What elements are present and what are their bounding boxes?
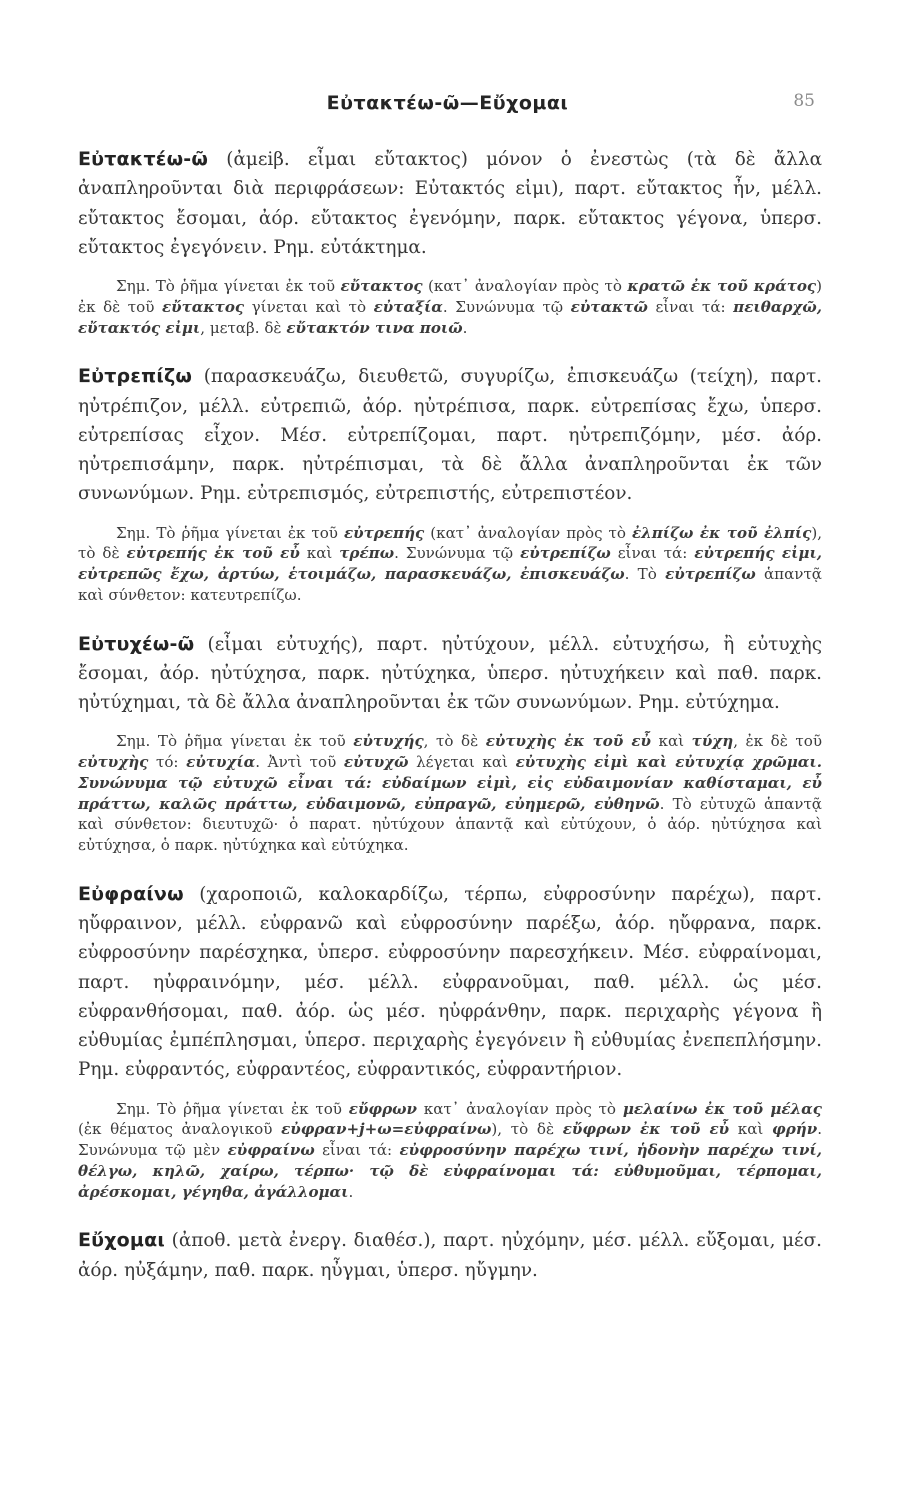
note-term: ἐλπίζω ἐκ τοῦ ἐλπίς <box>632 523 812 542</box>
note-text: . Συνώνυμα τῷ <box>394 544 521 563</box>
note-text: . Συνώνυμα τῷ μὲν <box>78 1120 822 1160</box>
note-text: . Τὸ <box>624 565 666 584</box>
headword: Εὐτυχέω-ῶ <box>78 632 195 655</box>
note-text: καὶ <box>729 1120 773 1139</box>
entry-body: (παρασκευάζω, διευθετῶ, συγυρίζω, ἐπισκευάζω (τείχη), παρτ. ηὐτρέπιζον, μέλλ. εὐτρεπιῶ, ἀόρ. ηὐτρέπισα, παρκ. εὐτρεπίσας ἔχω, ὑπερσ. εὐτρεπίσας εἶχον. Μέσ. εὐτρεπίζομαι, παρτ. ηὐτρεπιζόμην, μέσ. ἀόρ. ηὐτρεπισάμην, παρκ. ηὐτρέπισμαι, τὰ δὲ ἄλλα ἀναπληροῦνται ἐκ τῶν συνωνύμων. Ρημ. εὐτρεπισμός, εὐτρεπιστής, εὐτρεπιστέον. <box>78 366 822 505</box>
note-end: . Τὸ εὐτυχῶ ἁπαντᾷ καὶ σύνθετον: διευτυχῶ· ὁ παρατ. ηὐτύχουν ἁπαντᾷ καὶ εὐτύχουν, ὁ ἀόρ. ηὐτύχησα καὶ εὐτύχησα, ὁ παρκ. ηὐτύχηκα καὶ εὐτύχηκα. <box>78 794 822 854</box>
running-head: Εὐτακτέω-ῶ—Εὔχομαι <box>326 92 569 114</box>
headword: Εὐτακτέω-ῶ <box>78 148 209 170</box>
note-end: ἁπαντᾷ καὶ σύνθετον: κατευτρεπίζω. <box>78 565 822 604</box>
entry-body: (χαροποιῶ, καλοκαρδίζω, τέρπω, εὐφροσύνην παρέχω), παρτ. ηὔφραινον, μέλλ. εὐφρανῶ καὶ εὐφροσύνην παρέξω, ἀόρ. ηὔφρανα, παρκ. εὐφροσύνην παρέσχηκα, ὑπερσ. εὐφροσύνην παρεσχήκειν. Μέσ. εὐφραίνομαι, παρτ. ηὐφραινόμην, μέσ. μέλλ. εὐφρανοῦμαι, παθ. μέλλ. ὡς μέσ. εὐφρανθήσομαι, παθ. ἀόρ. ὡς μέσ. ηὐφράνθην, παρκ. περιχαρὴς γέγονα ἢ εὐθυμίας ἐμπέπλησμαι, ὑπερσ. περιχαρὴς ἐγεγόνειν ἢ εὐθυμίας ἐνεπεπλήσμην. Ρημ. εὐφραντός, εὐφραντέος, εὐφραντικός, εὐφραντήριον. <box>78 883 822 1081</box>
note-term: εὐφραν+j+ω=εὐφραίνω <box>281 1120 492 1139</box>
note-term: εὐτακτῶ <box>570 297 648 316</box>
note-text: εἶναι τά: <box>647 297 734 316</box>
note-term: εὐτυχία <box>186 753 256 772</box>
note-text: , τὸ δὲ <box>423 732 486 751</box>
note-text: κατ᾿ ἀναλογίαν πρὸς τὸ <box>416 1099 623 1118</box>
note-term: εὐτυχής <box>353 732 424 751</box>
note-text: ) ἐκ δὲ τοῦ <box>78 277 822 316</box>
entry-eutycheo <box>78 630 822 856</box>
note-term: εὐτυχὴς ἐκ τοῦ εὖ <box>485 732 651 751</box>
note-text: (ἐκ θέματος ἀναλογικοῦ <box>78 1120 282 1139</box>
note-term: εὐτρεπής ἐκ τοῦ εὖ <box>126 544 300 563</box>
note-text: καὶ <box>299 544 340 563</box>
note-text: , ἐκ δὲ τοῦ <box>733 732 823 751</box>
usage-note <box>78 731 822 855</box>
headword: Εὐτρεπίζω <box>78 365 193 388</box>
note-intro: Σημ. Τὸ ῥῆμα γίνεται ἐκ τοῦ <box>116 1099 349 1118</box>
note-term: εὐτρεπίζω <box>520 544 611 563</box>
entry-body: (ἀμεiβ. εἶμαι εὔτακτος) μόνον ὁ ἐνεστὼς (τὰ δὲ ἄλλα ἀναπληροῦνται διὰ περιφράσεων: Εὐτακτός εἰμι), παρτ. εὔτακτος ἦν, μέλλ. εὔτακτος ἔσομαι, ἀόρ. εὔτακτος ἐγενόμην, παρκ. εὔτακτος γέγονα, ὑπερσ. εὔτακτος ἐγεγόνειν. Ρημ. εὐτάκτημα. <box>78 149 822 258</box>
entry-main-text <box>78 145 822 262</box>
note-text: τό: <box>148 753 187 772</box>
note-text: ), τὸ δὲ <box>491 1120 563 1139</box>
note-text: . Συνώνυμα τῷ <box>442 297 571 316</box>
entry-eutrepizo <box>78 362 822 605</box>
headword: Εὔχομαι <box>78 1229 165 1252</box>
note-term: εὐφροσύνην παρέχω τινί, ἡδονὴν παρέχω τινί, θέλγω, κηλῶ, χαίρω, τέρπω· τῷ δὲ εὐφραίνομαι τά: εὐθυμοῦμαι, τέρπομαι, ἀρέσκομαι, γέγηθα, ἀγάλλομαι <box>78 1141 822 1201</box>
note-term: τρέπω <box>339 544 395 563</box>
entry-eutakteo <box>78 145 822 338</box>
note-term: εὔτακτος <box>161 297 245 316</box>
note-term: τύχη <box>691 732 734 751</box>
entry-main-text <box>78 1226 822 1285</box>
usage-note <box>78 523 822 606</box>
note-term: εὐταξία <box>373 297 443 316</box>
page-number: 85 <box>793 91 815 111</box>
note-term: εὐτρεπής <box>344 523 425 542</box>
note-text: , μεταβ. δὲ <box>200 318 287 337</box>
note-term: κρατῶ ἐκ τοῦ κράτος <box>627 277 817 296</box>
note-term: εὐτρεπής εἰμι, εὐτρεπῶς ἔχω, ἀρτύω, ἑτοιμάζω, παρασκευάζω, ἐπισκευάζω <box>78 544 823 584</box>
usage-note <box>78 1099 822 1203</box>
note-term: εὔτακτος <box>340 277 423 296</box>
entry-body: (ἀποθ. μετὰ ἐνεργ. διαθέσ.), παρτ. ηὐχόμην, μέσ. μέλλ. εὔξομαι, μέσ. ἀόρ. ηὐξάμην, παθ. παρκ. ηὖγμαι, ὑπερσ. ηὔγμην. <box>78 1230 822 1281</box>
entry-body: (εἶμαι εὐτυχής), παρτ. ηὐτύχουν, μέλλ. εὐτυχήσω, ἢ εὐτυχὴς ἔσομαι, ἀόρ. ηὐτύχησα, παρκ. ηὐτύχηκα, ὑπερσ. ηὐτυχήκειν καὶ παθ. παρκ. ηὐτύχημαι, τὰ δὲ ἄλλα ἀναπληροῦνται ἐκ τῶν συνωνύμων. Ρημ. εὐτύχημα. <box>78 633 822 714</box>
entry-euphraino <box>78 880 822 1203</box>
usage-note <box>78 276 822 338</box>
headword: Εὐφραίνω <box>78 882 184 905</box>
note-text: (κατ᾿ ἀναλογίαν πρὸς τὸ <box>422 277 628 296</box>
note-intro: Σημ. Τὸ ῥῆμα γίνεται ἐκ τοῦ <box>116 523 344 542</box>
note-intro: Σημ. Τὸ ῥῆμα γίνεται ἐκ τοῦ <box>116 277 341 296</box>
note-text: (κατ᾿ ἀναλογίαν πρὸς τὸ <box>424 523 632 542</box>
note-text: γίνεται καὶ τὸ <box>244 297 374 316</box>
note-term: φρήν <box>772 1120 818 1139</box>
note-term: μελαίνω ἐκ τοῦ μέλας <box>622 1099 822 1118</box>
note-term: πειθαρχῶ, εὔτακτός εἰμι <box>78 297 822 337</box>
note-term: εὔφρων ἐκ τοῦ εὖ <box>562 1120 730 1139</box>
note-text: λέγεται καὶ <box>408 753 516 772</box>
note-text: καὶ <box>651 732 692 751</box>
note-text: εἶναι τά: <box>610 544 695 563</box>
entry-main-text <box>78 630 822 718</box>
note-term: εὔτακτόν τινα ποιῶ <box>286 318 463 337</box>
note-text: . Ἀντὶ τοῦ <box>255 753 344 772</box>
note-term: εὐτρεπίζω <box>665 565 756 584</box>
note-end: . <box>462 318 468 337</box>
entry-euchomai <box>78 1226 822 1285</box>
note-term: εὐτυχὴς εἰμὶ καὶ εὐτυχίᾳ χρῶμαι. Συνώνυμα τῷ εὐτυχῶ εἶναι τά: εὐδαίμων εἰμὶ, εἰς εὐδαιμονίαν καθίσταμαι, εὖ πράττω, καλῶς πράττω, εὐδαιμονῶ, εὐπραγῶ, εὐημερῶ, εὐθηνῶ <box>78 753 822 813</box>
entry-main-text <box>78 362 822 508</box>
note-end: . <box>348 1182 354 1201</box>
note-term: εὐφραίνω <box>227 1141 315 1160</box>
note-term: εὔφρων <box>348 1099 417 1118</box>
note-term: εὐτυχῶ <box>343 753 409 772</box>
entry-main-text <box>78 880 822 1085</box>
note-text: ), τὸ δὲ <box>78 523 822 563</box>
note-intro: Σημ. Τὸ ῥῆμα γίνεται ἐκ τοῦ <box>116 732 354 751</box>
page-content <box>78 145 822 1285</box>
note-term: εὐτυχὴς <box>78 753 149 772</box>
note-text: εἶναι τά: <box>314 1141 400 1160</box>
